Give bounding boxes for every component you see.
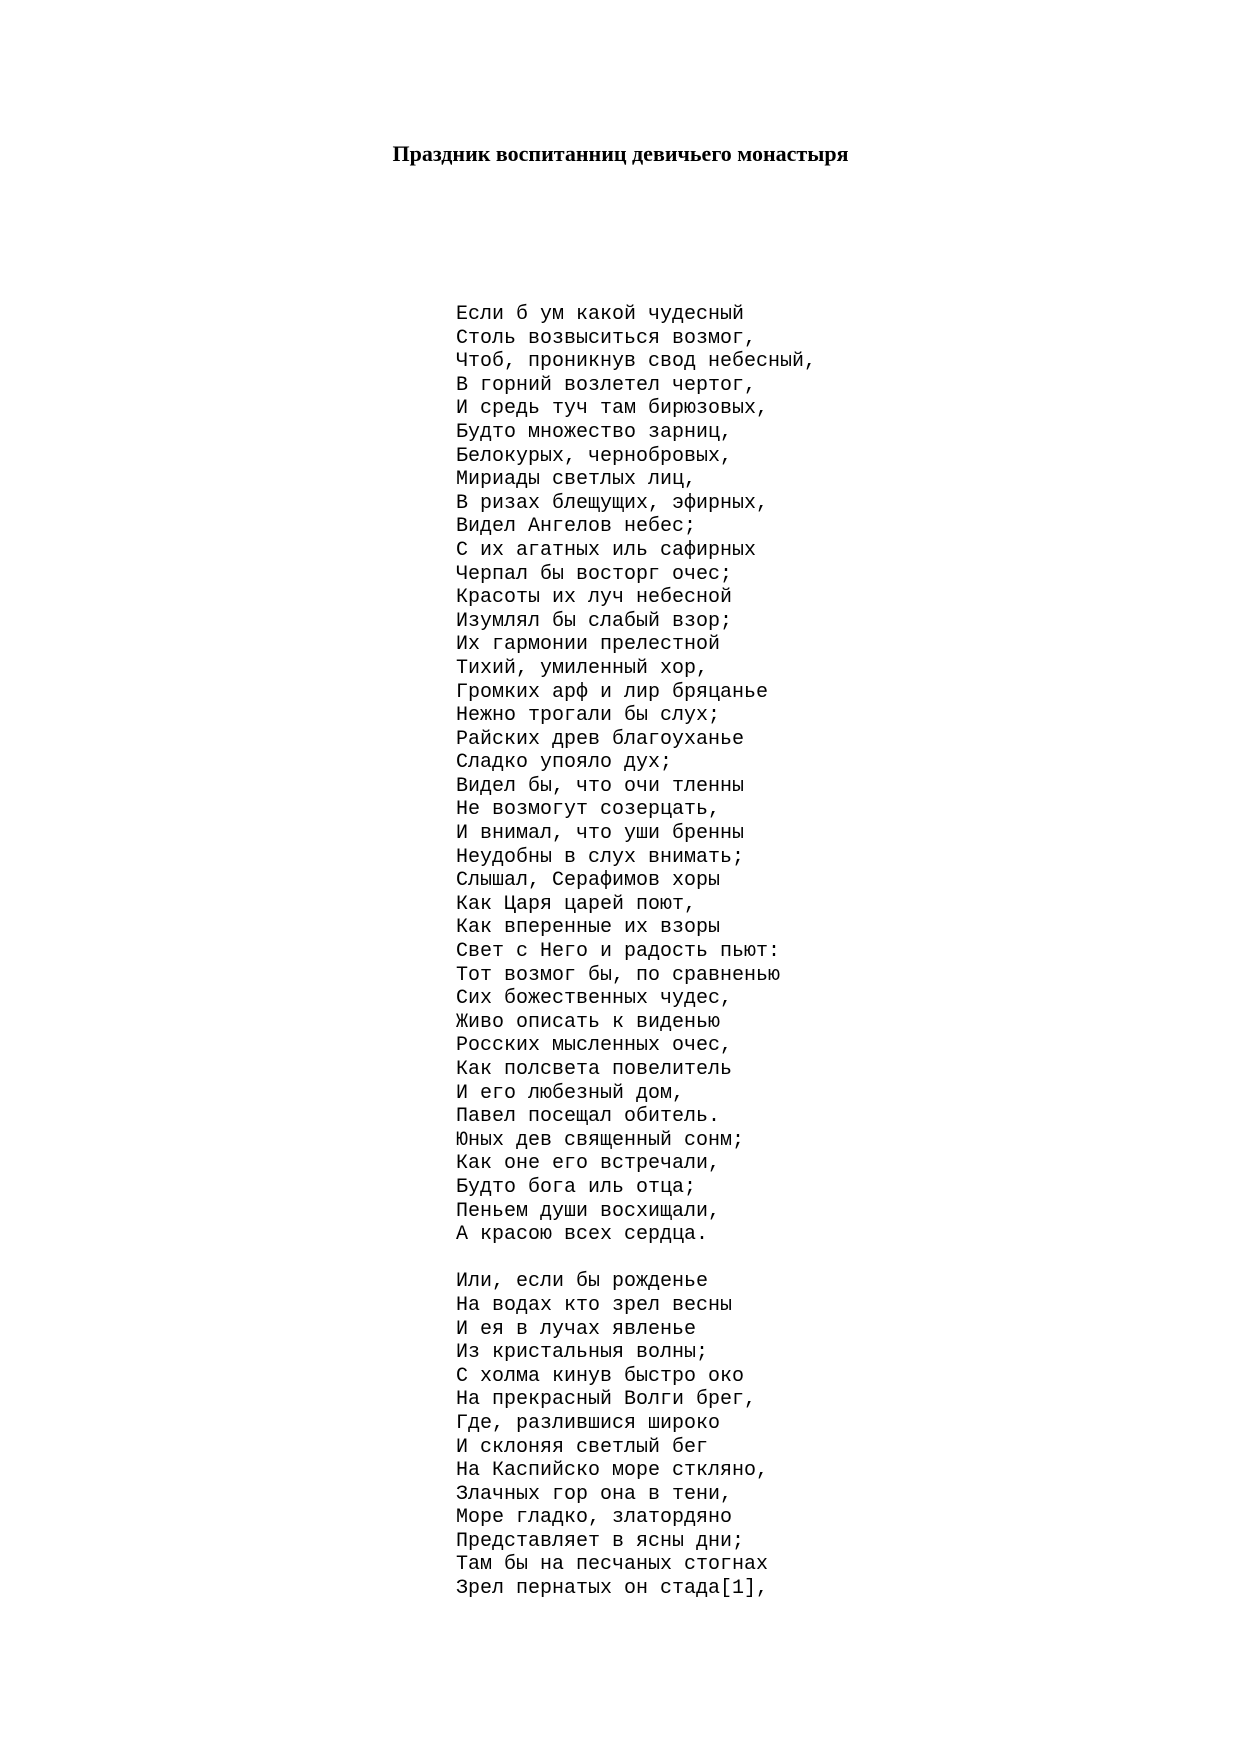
poem-line: Изумлял бы слабый взор; [456,609,733,633]
poem-body [456,303,816,1601]
poem-stanza [456,303,816,1247]
poem-line: В ризах блещущих, эфирных, [456,491,769,515]
poem-line: Столь возвыситься возмог, [456,326,757,350]
poem-line: Нежно трогали бы слух; [456,704,721,728]
poem-line: Сладко упояло дух; [456,751,673,775]
poem-line: Слышал, Серафимов хоры [456,869,721,893]
poem-line: Павел посещал обитель. [456,1105,721,1129]
poem-line: Море гладко, златордяно [456,1506,733,1530]
poem-line: Их гармонии прелестной [456,633,721,657]
poem-line: И внимал, что уши бренны [456,822,745,846]
poem-line: На водах кто зрел весны [456,1293,733,1317]
poem-line: А красою всех сердца. [456,1223,709,1247]
poem-line: И его любезный дом, [456,1081,685,1105]
poem-line: Сих божественных чудес, [456,987,733,1011]
poem-line: Черпал бы восторг очес; [456,562,733,586]
poem-line: Видел Ангелов небес; [456,515,697,539]
poem-line: Тот возмог бы, по сравненью [456,963,781,987]
poem-line: С их агатных иль сафирных [456,538,757,562]
poem-line: На прекрасный Волги брег, [456,1388,757,1412]
poem-line: Пеньем души восхищали, [456,1199,721,1223]
poem-line: Белокурых, чернобровых, [456,444,733,468]
poem-line: Из кристальныя волны; [456,1341,709,1365]
poem-line: Росских мысленных очес, [456,1034,733,1058]
poem-line: Живо описать к виденью [456,1010,721,1034]
poem-line: Будто бога иль отца; [456,1175,697,1199]
poem-title: Праздник воспитанниц девичьего монастыря [392,141,849,166]
poem-line: И ея в лучах явленье [456,1317,697,1341]
poem-line: На Каспийско море сткляно, [456,1459,769,1483]
poem-line: Как оне его встречали, [456,1152,721,1176]
poem-line: Мириады светлых лиц, [456,468,697,492]
poem-line: Будто множество зарниц, [456,420,733,444]
poem-line: В горний возлетел чертог, [456,373,757,397]
poem-line: И склоняя светлый бег [456,1435,709,1459]
poem-line: С холма кинув быстро око [456,1364,745,1388]
poem-line: Как вперенные их взоры [456,916,721,940]
poem-line: Райских древ благоуханье [456,727,745,751]
poem-line: Как полсвета повелитель [456,1058,733,1081]
poem-line: Тихий, умиленный хор, [456,656,709,680]
poem-stanza [456,1270,816,1600]
poem-line: Если б ум какой чудесный [456,303,745,326]
poem-line: Представляет в ясны дни; [456,1529,745,1553]
poem-line: И средь туч там бирюзовых, [456,397,769,421]
poem-line: Свет с Него и радость пьют: [456,940,781,964]
poem-line: Громких арф и лир бряцанье [456,680,769,704]
poem-line: Там бы на песчаных стогнах [456,1553,769,1577]
poem-line: Чтоб, проникнув свод небесный, [456,350,817,374]
poem-line: Как Царя царей поют, [456,892,697,916]
poem-line: Видел бы, что очи тленны [456,774,745,798]
poem-line: Зрел пернатых он стада[1], [456,1577,769,1601]
poem-line: Неудобны в слух внимать; [456,845,745,869]
poem-line: Красоты их луч небесной [456,586,733,610]
poem-line: Где, разлившися широко [456,1411,721,1435]
poem-line: Юных дев священный сонм; [456,1128,745,1152]
poem-line: Не возмогут созерцать, [456,798,721,822]
poem-line: Злачных гор она в тени, [456,1482,733,1506]
poem-line: Или, если бы рожденье [456,1270,709,1294]
